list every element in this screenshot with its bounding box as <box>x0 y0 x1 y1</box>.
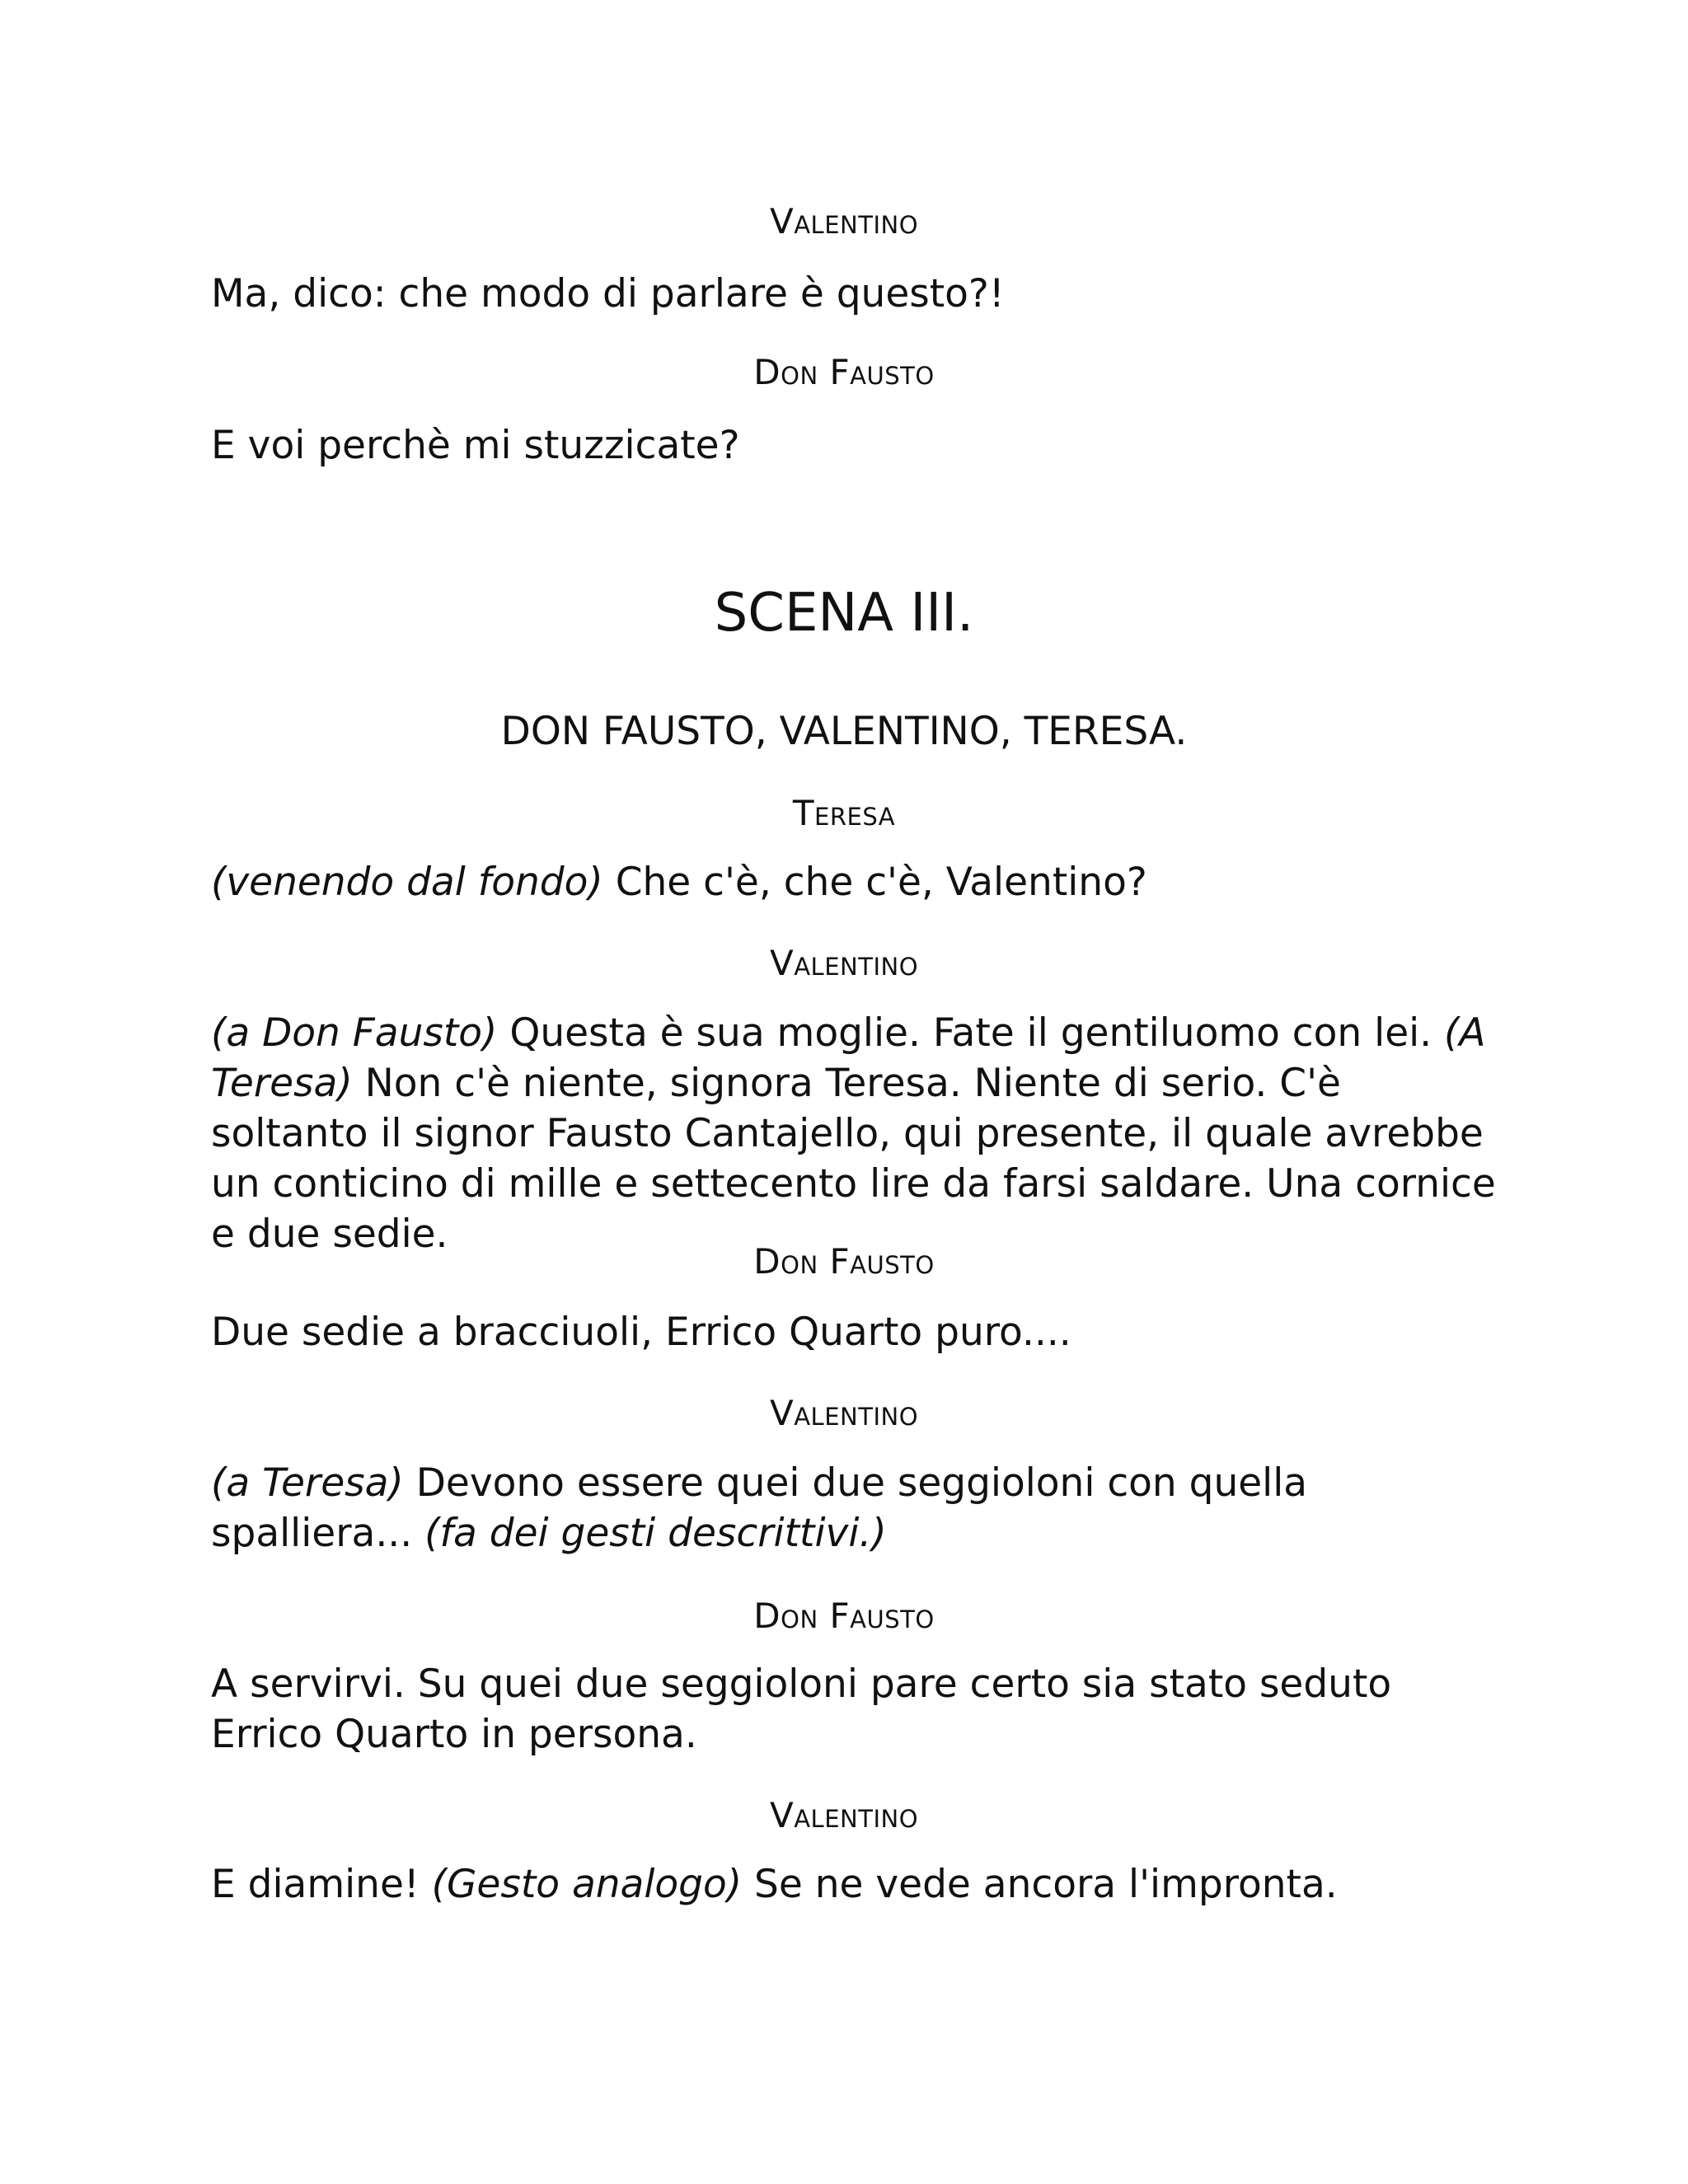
speaker-name: Valentino <box>769 1393 919 1433</box>
speaker-name: Valentino <box>769 943 919 983</box>
scene-title: SCENA III. <box>714 583 974 644</box>
speaker-name: Valentino <box>769 201 919 241</box>
speaker-name: Don Fausto <box>753 1241 935 1282</box>
stage-direction: (fa dei gesti descrittivi.) <box>424 1511 887 1556</box>
dialogue-line <box>211 1458 1497 1558</box>
dialogue-text: Ma, dico: che modo di parlare è questo?! <box>211 271 1005 316</box>
dialogue-line <box>211 420 1497 471</box>
dialogue-text: Devono essere quei due seggioloni con quella spalliera... <box>211 1460 1308 1556</box>
dialogue-text: Che c'è, che c'è, Valentino? <box>603 860 1147 905</box>
speaker-name: Don Fausto <box>753 1596 935 1636</box>
dialogue-text: E voi perchè mi stuzzicate? <box>211 423 740 468</box>
scene-cast: DON FAUSTO, VALENTINO, TERESA. <box>500 709 1188 754</box>
dialogue-line <box>211 1307 1497 1357</box>
speaker-name: Don Fausto <box>753 352 935 392</box>
dialogue-text: Se ne vede ancora l'impronta. <box>742 1862 1338 1907</box>
dialogue-line <box>211 1859 1497 1910</box>
dialogue-text: Non c'è niente, signora Teresa. Niente di serio. C'è soltanto il signor Fausto Cantajello, qui presente, il quale avrebbe un conticino di mille e settecento lire da farsi saldare. Una cornice e due sedie. <box>211 1061 1496 1257</box>
dialogue-text: E diamine! <box>211 1862 432 1907</box>
dialogue-text: A servirvi. Su quei due seggioloni pare certo sia stato seduto Errico Quarto in persona. <box>211 1661 1392 1757</box>
dialogue-text: Due sedie a bracciuoli, Errico Quarto puro.... <box>211 1310 1071 1355</box>
dialogue-line <box>211 1008 1497 1259</box>
speaker-name: Valentino <box>769 1795 919 1835</box>
dialogue-text: Questa è sua moglie. Fate il gentiluomo con lei. <box>497 1010 1445 1056</box>
dialogue-line <box>211 857 1497 907</box>
stage-direction: (Gesto analogo) <box>431 1862 743 1907</box>
stage-direction: (a Don Fausto) <box>211 1010 498 1056</box>
dialogue-line <box>211 1659 1497 1760</box>
stage-direction: (a Teresa) <box>211 1460 404 1506</box>
speaker-name: Teresa <box>792 793 896 833</box>
stage-direction: (A Teresa) <box>211 1010 1486 1106</box>
dialogue-line <box>211 269 1497 319</box>
stage-direction: (venendo dal fondo) <box>211 860 603 905</box>
